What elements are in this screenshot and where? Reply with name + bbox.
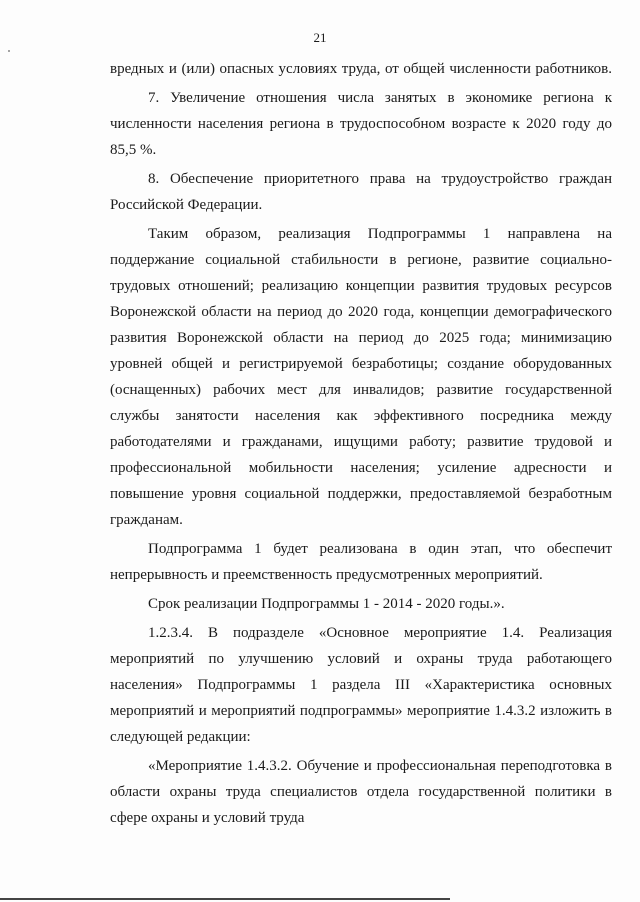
text-line: поддержание социальной стабильности в регионе, развитие социально- bbox=[110, 252, 612, 268]
text-line: населения» Подпрограммы 1 раздела III «Характеристика основных bbox=[110, 677, 612, 693]
text-line: развития Воронежской области на период до 2025 года; минимизацию bbox=[110, 330, 612, 346]
text-line: трудовых отношений; реализацию концепции развития трудовых ресурсов bbox=[110, 278, 612, 294]
text-line: вредных и (или) опасных условиях труда, от общей численности работников. bbox=[110, 61, 612, 77]
text-line: Воронежской области на период до 2020 года, концепции демографического bbox=[110, 304, 612, 320]
text-line: следующей редакции: bbox=[110, 729, 251, 745]
page-number: 21 bbox=[313, 30, 327, 45]
text-line: сфере охраны и условий труда bbox=[110, 810, 305, 826]
text-line: 8. Обеспечение приоритетного права на трудоустройство граждан bbox=[148, 171, 612, 187]
text-line: мероприятий по улучшению условий и охраны труда работающего bbox=[110, 651, 612, 667]
text-line: мероприятий и мероприятий подпрограммы» мероприятие 1.4.3.2 изложить в bbox=[110, 703, 612, 719]
text-line: (оснащенных) рабочих мест для инвалидов; развитие государственной bbox=[110, 382, 612, 398]
text-line: повышение уровня социальной поддержки, предоставляемой безработным bbox=[110, 486, 612, 502]
text-line: области охраны труда специалистов отдела государственной политики в bbox=[110, 784, 612, 800]
text-line: численности населения региона в трудоспособном возрасте к 2020 году до bbox=[110, 116, 612, 132]
scan-mark bbox=[8, 50, 10, 52]
text-line: Таким образом, реализация Подпрограммы 1 направлена на bbox=[148, 226, 612, 242]
text-line: Срок реализации Подпрограммы 1 - 2014 - 2020 годы.». bbox=[148, 596, 505, 612]
text-line: уровней общей и регистрируемой безработицы; создание оборудованных bbox=[110, 356, 612, 372]
text-line: 1.2.3.4. В подразделе «Основное мероприятие 1.4. Реализация bbox=[148, 625, 612, 641]
body-text bbox=[110, 56, 612, 831]
text-line: Российской Федерации. bbox=[110, 197, 263, 213]
text-line: работодателями и гражданами, ищущими работу; развитие трудовой и bbox=[110, 434, 612, 450]
text-line: 85,5 %. bbox=[110, 142, 157, 158]
text-line: профессиональной мобильности населения; усиление адресности и bbox=[110, 460, 612, 476]
bottom-rule bbox=[0, 898, 450, 900]
text-line: Подпрограмма 1 будет реализована в один этап, что обеспечит bbox=[148, 541, 612, 557]
text-line: службы занятости населения как эффективного посредника между bbox=[110, 408, 612, 424]
text-line: непрерывность и преемственность предусмотренных мероприятий. bbox=[110, 567, 543, 583]
text-line: 7. Увеличение отношения числа занятых в экономике региона к bbox=[148, 90, 612, 106]
text-line: гражданам. bbox=[110, 512, 183, 528]
text-line: «Мероприятие 1.4.3.2. Обучение и профессиональная переподготовка в bbox=[148, 758, 612, 774]
